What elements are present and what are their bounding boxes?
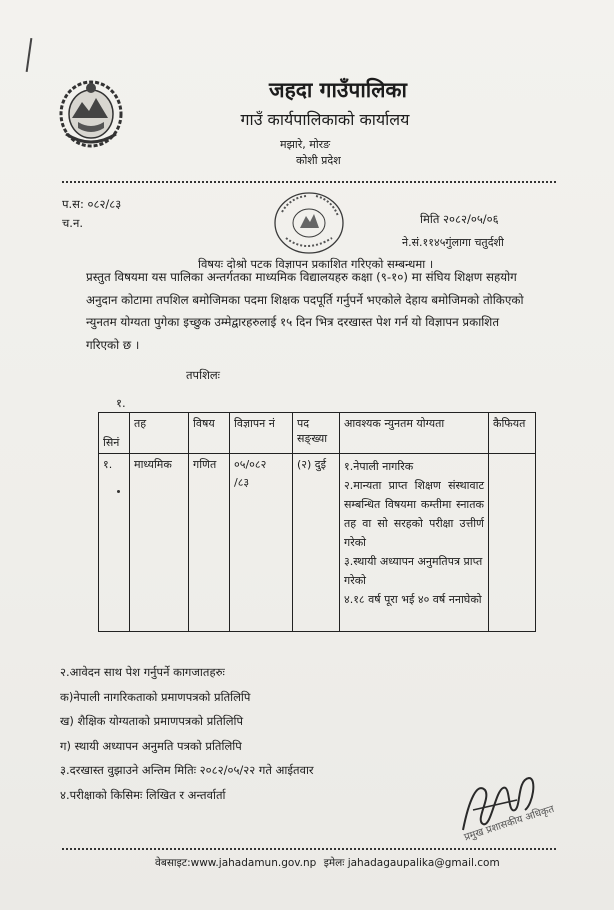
office-province: कोशी प्रदेश <box>296 154 341 167</box>
body-line: अनुदान कोटामा तपशिल बमोजिमका पदमा शिक्षक पदपूर्ति गर्नुपर्ने भएकोले देहाय बमोजिमको तोकिएको <box>86 292 524 307</box>
footer-email: इमेलः jahadagaupalika@gmail.com <box>323 857 500 869</box>
qualification-item: ४.१८ वर्ष पूरा भई ४० वर्ष ननाघेको <box>344 593 482 606</box>
qualification-item: १.नेपाली नागरिक <box>344 460 414 473</box>
nepal-samvat-date: ने.सं.११४५गुंलागा चतुर्दशी <box>402 236 504 249</box>
header-cell-posts: पद सङ्ख्या <box>293 413 340 454</box>
pen-mark <box>26 38 33 72</box>
body-line: गरिएको छ । <box>86 337 140 352</box>
body-line: प्रस्तुत विषयमा यस पालिका अन्तर्गतका माध्यमिक विद्यालयहरु कक्षा (९-१०) मा संघिय शिक्षण सहयोग <box>86 270 517 284</box>
tapasil-label: तपशिलः <box>186 368 221 382</box>
table-row <box>99 454 536 632</box>
header-cell-advert-no: विज्ञापन नं <box>230 413 293 454</box>
reference-number: प.स: ०८२/८३ <box>62 197 122 211</box>
dispatch-number: च.न. <box>62 216 83 230</box>
header-cell-qualification: आवश्यक न्युनतम योग्यता <box>340 413 489 454</box>
deadline-line: ३.दरखास्त वुझाउने अन्तिम मितिः २०८२/०५/२२ गते आईतवार <box>60 763 314 778</box>
body-line: न्युनतम योग्यता पुगेका इच्छुक उम्मेद्वारहरुलाई १५ दिन भित्र दरखास्त पेश गर्न यो विज्ञापन प्रकाशित <box>86 315 500 329</box>
section-number: १. <box>116 396 126 410</box>
cell-posts: (२) दुई <box>293 454 340 632</box>
office-address: मझारे, मोरङ <box>280 138 331 151</box>
letter-date: मिति २०८२/०५/०६ <box>420 212 499 226</box>
table-header-row <box>99 413 536 454</box>
cell-subject: गणित <box>189 454 230 632</box>
qualification-item: २.मान्यता प्राप्त शिक्षण संस्थावाट सम्बन्धित विषयमा कम्तीमा स्नातक तह वा सो सरहको परीक्षा उत्तीर्ण गरेको <box>344 479 484 549</box>
cell-advert-no: ०५/०८२ /८३ <box>230 454 293 632</box>
ink-dot <box>117 490 120 493</box>
municipality-title: जहदा गाउँपालिका <box>268 78 407 102</box>
header-cell-sn: सिनं <box>99 413 130 454</box>
cell-remarks <box>489 454 536 632</box>
documents-heading: २.आवेदन साथ पेश गर्नुपर्ने कागजातहरुः <box>60 665 225 679</box>
cell-sn: १. <box>99 454 130 632</box>
header-cell-subject: विषय <box>189 413 230 454</box>
document-item: क)नेपाली नागरिकताको प्रमाणपत्रको प्रतिलिपि <box>60 689 251 704</box>
exam-type-line: ४.परीक्षाको किसिमः लिखित र अन्तर्वार्ता <box>60 787 226 802</box>
footer-divider <box>62 848 556 850</box>
office-name: गाउँ कार्यपालिकाको कार्यालय <box>240 110 410 129</box>
document-item: ग) स्थायी अध्यापन अनुमति पत्रको प्रतिलिपि <box>60 738 242 753</box>
footer <box>155 856 500 870</box>
signature-title: प्रमुख प्रशासकीय अधिकृत <box>462 803 556 844</box>
body-paragraph <box>86 266 556 356</box>
document-item: ख) शैक्षिक योग्यताको प्रमाणपत्रको प्रतिलिपि <box>60 714 244 729</box>
header-divider <box>62 181 556 183</box>
header-cell-remarks: कैफियत <box>489 413 536 454</box>
footer-website: वेबसाइट:www.jahadamun.gov.np <box>155 857 317 869</box>
cell-qualification <box>340 454 489 632</box>
qualification-item: ३.स्थायी अध्यापन अनुमतिपत्र प्राप्त गरेको <box>344 555 483 587</box>
cell-level: माध्यमिक <box>130 454 189 632</box>
vacancy-table <box>98 412 536 632</box>
nepal-emblem-logo <box>58 78 124 152</box>
header-cell-level: तह <box>130 413 189 454</box>
documents-section <box>60 660 314 808</box>
subject-line: विषयः दोश्रो पटक विज्ञापन प्रकाशित गरिएको सम्बन्धमा । <box>198 257 434 271</box>
office-seal-stamp <box>270 188 348 262</box>
